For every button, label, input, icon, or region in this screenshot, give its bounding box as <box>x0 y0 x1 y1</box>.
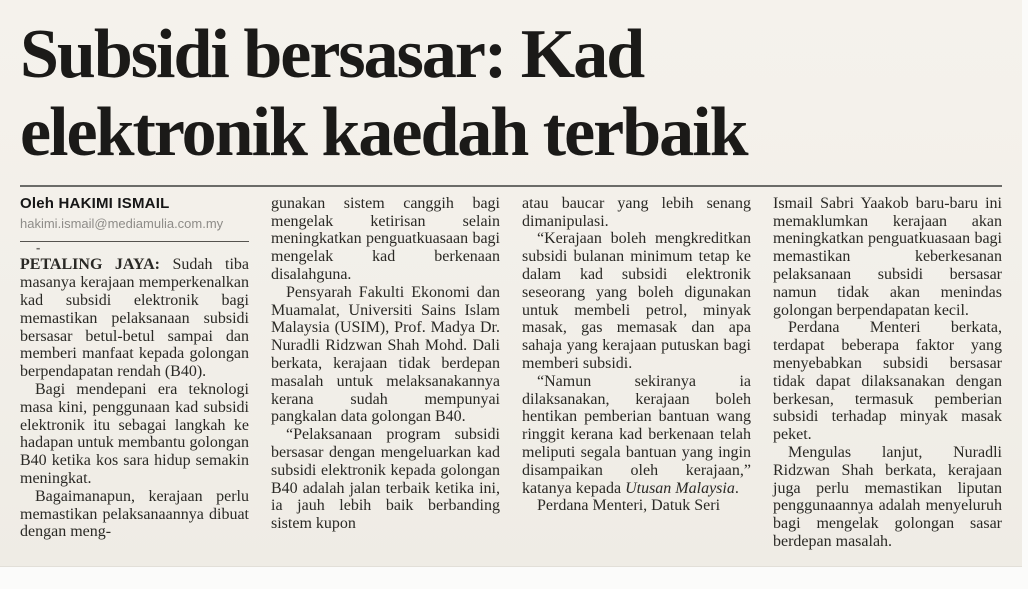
text-segment: Pensyarah Fakulti Ekonomi dan Muamalat, Universiti Sains Islam Malaysia (USIM), Prof. Madya Dr. Nuradli Ridzwan Shah Mohd. Dali berkata, kerajaan tidak berdepan masalah untuk melaksanakannya kerana sudah mempunyai pangkalan data golongan B40. <box>271 283 500 426</box>
byline-email: hakimi.ismail@mediamulia.com.my <box>20 215 224 231</box>
article-paragraph <box>773 195 1002 320</box>
article-paragraph <box>20 256 249 381</box>
article-columns <box>20 195 1002 551</box>
article-column-3 <box>522 195 751 551</box>
text-segment: Sudah tiba masanya kerajaan memperkenalkan kad subsidi elektronik bagi memastikan pelaksanaan subsidi bersasar betul-betul sampai dan memberi manfaat kepada golongan berpendapatan rendah (B40). <box>20 256 249 381</box>
article-paragraph <box>773 319 1002 444</box>
article-paragraph <box>522 230 751 372</box>
article-paragraph <box>522 373 751 498</box>
text-segment: Perdana Menteri, Datuk Seri <box>537 497 721 515</box>
text-segment: Perdana Menteri berkata, terdapat beberapa faktor yang menyebabkan subsidi bersasar tidak dapat dilaksanakan dengan berkesan, termasuk pemberian subsidi terhadap minyak masak peket. <box>773 319 1002 444</box>
text-segment: Utusan Malaysia <box>625 479 735 497</box>
headline-divider <box>20 185 1002 187</box>
article-headline <box>20 16 1002 173</box>
column-body-1 <box>20 256 249 541</box>
article-paragraph <box>20 488 249 541</box>
article-paragraph <box>20 381 249 488</box>
article-paragraph <box>271 284 500 426</box>
byline-author: Oleh HAKIMI ISMAIL <box>20 194 170 212</box>
text-segment: “Namun sekiranya ia dilaksanakan, kerajaan boleh hentikan pemberian bantuan wang ringgit kerana kad berkenaan telah meliputi segala bantuan yang ingin disampaikan oleh kerajaan,” katanya kepada <box>522 372 751 497</box>
column-body-2 <box>271 195 500 533</box>
byline-block <box>20 195 249 257</box>
stray-dash-mark: - <box>36 240 41 256</box>
article-paragraph <box>522 195 751 231</box>
article-paragraph <box>271 195 500 284</box>
text-segment: PETALING JAYA: <box>20 256 173 274</box>
text-segment: . <box>734 479 739 497</box>
article-paragraph <box>522 497 751 515</box>
text-segment: Ismail Sabri Yaakob baru-baru ini memaklumkan kerajaan akan meningkatkan penguatkuasaan bagi memastikan keberkesanan pelaksanaan subsidi bersasar namun tidak akan menindas golongan berpendapatan kecil. <box>773 194 1002 319</box>
column-body-3 <box>522 195 751 515</box>
text-segment: Mengulas lanjut, Nuradli Ridzwan Shah berkata, kerajaan juga perlu memastikan liputan penggunaannya adalah menyeluruh bagi mengelak golongan sasar berdepan masalah. <box>773 443 1002 550</box>
article-column-4 <box>773 195 1002 551</box>
article-column-2 <box>271 195 500 551</box>
text-segment: “Pelaksanaan program subsidi bersasar dengan mengeluarkan kad subsidi elektronik kepada golongan B40 adalah jalan terbaik ketika ini, ia jauh lebih baik berbanding sistem kupon <box>271 426 500 533</box>
column-body-4 <box>773 195 1002 551</box>
text-segment: Bagi mendepani era teknologi masa kini, penggunaan kad subsidi elektronik itu sebagai langkah ke hadapan untuk membantu golongan B40 ketika kos sara hidup semakin meningkat. <box>20 380 249 487</box>
article-paragraph <box>773 444 1002 551</box>
text-segment: gunakan sistem canggih bagi mengelak ketirisan selain meningkatkan penguatkuasaan bagi mengelak kad berkenaan disalahguna. <box>271 194 500 283</box>
article-paragraph <box>271 426 500 533</box>
headline-line-1: Subsidi bersasar: Kad <box>20 16 644 93</box>
text-segment: “Kerajaan boleh mengkreditkan subsidi bulanan minimum tetap ke dalam kad subsidi elektronik seseorang yang boleh digunakan untuk membeli petrol, minyak masak, gas memasak dan apa sahaja yang kerajaan putuskan bagi memberi subsidi. <box>522 230 751 372</box>
article-column-1 <box>20 195 249 551</box>
headline-line-2: elektronik kaedah terbaik <box>20 94 747 172</box>
text-segment: atau baucar yang lebih senang dimanipulasi. <box>522 194 751 230</box>
text-segment: Bagaimanapun, kerajaan perlu memastikan pelaksanaannya dibuat dengan meng- <box>20 487 249 541</box>
